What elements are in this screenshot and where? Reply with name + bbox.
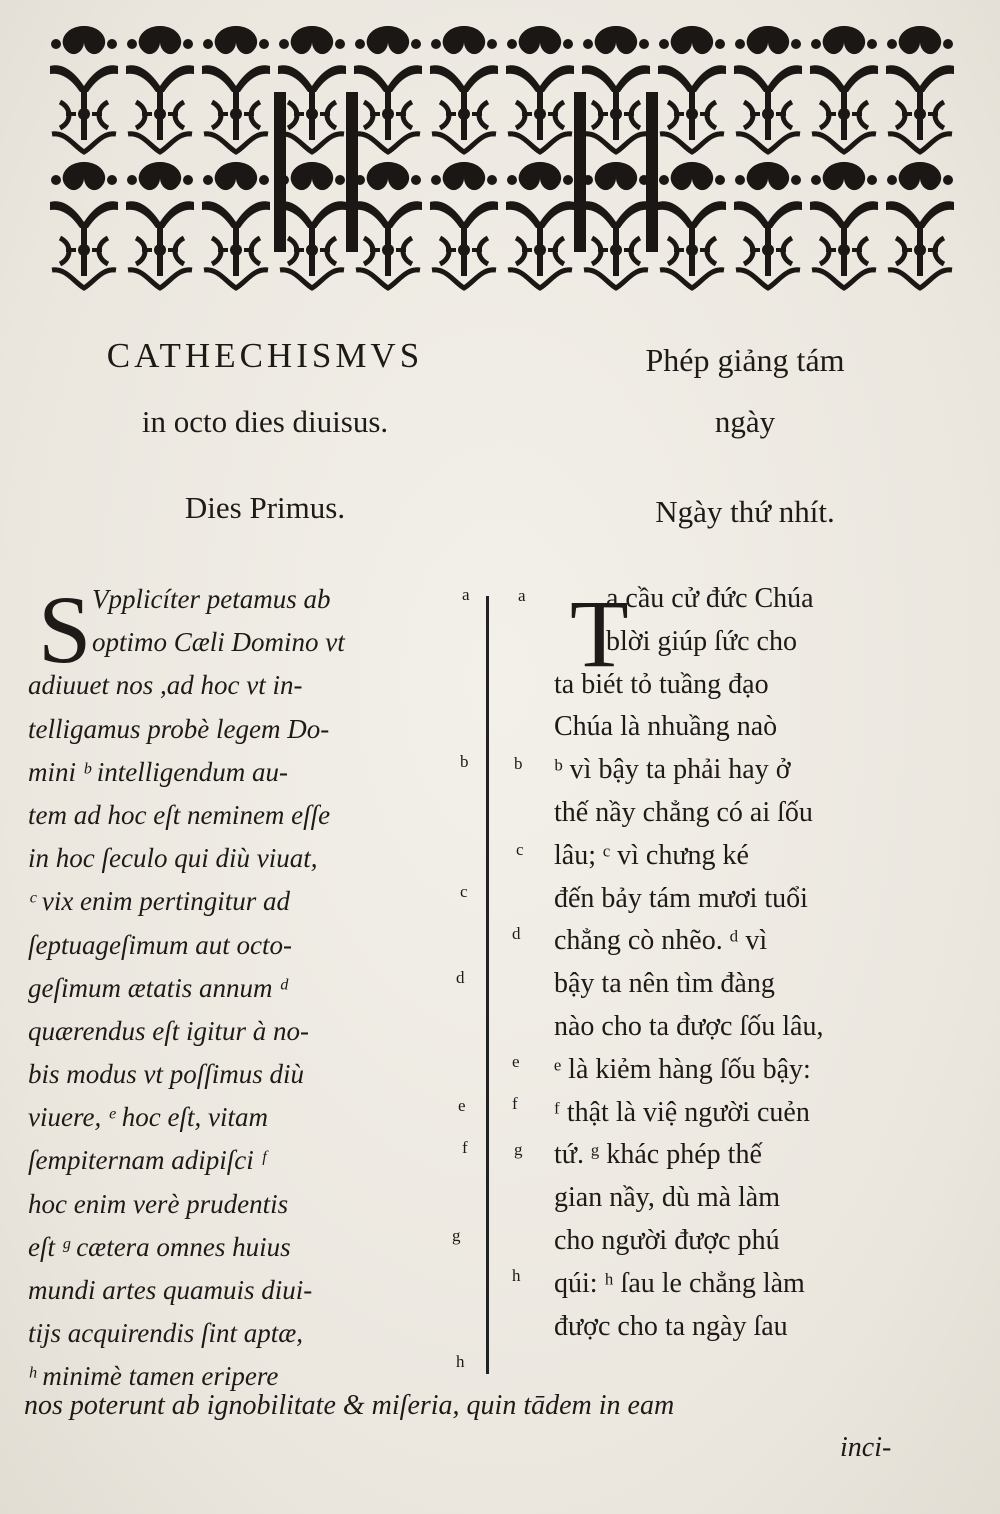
vietnamese-line: qúi: ʰ ſau le chẳng làm <box>554 1267 805 1299</box>
latin-line: hoc enim verè prudentis <box>28 1188 289 1219</box>
latin-line: Vpplicíter petamus ab <box>92 584 331 614</box>
latin-dropcap: S <box>38 576 92 683</box>
latin-line: in hoc ſeculo qui diù viuat, <box>28 843 318 874</box>
vietnamese-text-column <box>554 578 964 1348</box>
latin-line: quærendus eſt igitur à no- <box>28 1015 309 1046</box>
vietnamese-title: Phép giảng tám <box>645 342 845 378</box>
latin-line: optimo Cæli Domino vt <box>92 627 345 658</box>
latin-line: ſeptuageſimum aut octo- <box>28 929 292 960</box>
latin-margin-letter-g: g <box>452 1226 461 1245</box>
latin-title: CATHECHISMVS <box>106 336 424 375</box>
latin-margin-letter-d: d <box>456 968 465 987</box>
latin-continuation-line: nos poterunt ab ignobilitate & miſeria, quin tādem in eam <box>24 1390 675 1421</box>
latin-margin-letter-c: c <box>460 882 468 901</box>
vietnamese-line: ᵉ là kiẻm hàng ſốu bậy: <box>554 1053 811 1085</box>
catchword: inci- <box>840 1432 892 1463</box>
latin-line: eſt ᵍ cætera omnes huius <box>28 1231 291 1262</box>
vietnamese-dropcap: T <box>570 580 629 687</box>
vietnamese-line: blời giúp ſức cho <box>606 625 797 657</box>
vietnamese-line: ta biét tỏ tuầng đạo <box>554 668 769 700</box>
vietnamese-margin-letter-g: g <box>514 1140 523 1159</box>
vietnamese-line: lâu; ᶜ vì chưng ké <box>554 839 749 871</box>
latin-line: telligamus probè legem Do- <box>28 713 330 744</box>
latin-margin-letter-e: e <box>458 1096 466 1115</box>
latin-line: ʰ minimè tamen eripere <box>28 1361 279 1392</box>
latin-line: mini ᵇ intelligendum au- <box>28 756 288 787</box>
vietnamese-margin-letter-c: c <box>516 840 524 859</box>
vietnamese-margin-letter-h: h <box>512 1266 521 1285</box>
vietnamese-line: nào cho ta được ſốu lâu, <box>554 1010 824 1042</box>
latin-line: adiuuet nos ,ad hoc vt in- <box>28 670 303 701</box>
latin-margin-letter-h: h <box>456 1352 465 1371</box>
latin-line: tijs acquirendis ſint aptæ, <box>28 1318 304 1349</box>
latin-margin-letter-b: b <box>460 752 469 771</box>
column-divider <box>486 596 489 1374</box>
vietnamese-line: được cho ta ngày ſau <box>554 1310 788 1342</box>
vietnamese-line: đến bảy tám mươi tuổi <box>554 882 808 914</box>
latin-day-heading: Dies Primus. <box>184 490 346 525</box>
vietnamese-line: cho người được phú <box>554 1224 780 1256</box>
latin-subtitle: in octo dies diuisus. <box>141 404 389 439</box>
latin-margin-letter-f: f <box>462 1138 468 1157</box>
vietnamese-line: ᶠ thật là việ người cuẻn <box>554 1096 810 1128</box>
latin-line: geſimum ætatis annum ᵈ <box>28 972 288 1003</box>
vietnamese-margin-letter-f: f <box>512 1094 518 1113</box>
vietnamese-line: bậy ta nên tìm đàng <box>554 968 775 1000</box>
vietnamese-day-heading: Ngày thứ nhít. <box>655 494 835 529</box>
latin-line: ſempiternam adipiſci ᶠ <box>28 1145 266 1176</box>
vietnamese-margin-letter-d: d <box>512 924 521 943</box>
latin-line: viuere, ᵉ hoc eſt, vitam <box>28 1102 268 1133</box>
vietnamese-line: chẳng cò nhẽo. ᵈ vì <box>554 925 768 957</box>
vietnamese-line: a cầu cử đức Chúa <box>606 583 814 614</box>
vietnamese-margin-letter-b: b <box>514 754 523 773</box>
vietnamese-line: ᵇ vì bậy ta phải hay ở <box>554 754 791 786</box>
vietnamese-line: Chúa là nhuầng naò <box>554 711 778 743</box>
latin-line: mundi artes quamuis diui- <box>28 1275 313 1305</box>
latin-line: tem ad hoc eſt neminem eſſe <box>28 799 331 830</box>
latin-margin-letter-a: a <box>462 585 470 604</box>
decorative-header-ornament <box>46 22 958 294</box>
vietnamese-line: thế nầy chẳng có ai ſốu <box>554 796 813 828</box>
vietnamese-margin-letter-a: a <box>518 586 526 605</box>
vietnamese-subtitle: ngày <box>714 404 776 439</box>
latin-line: ᶜ vix enim pertingitur ad <box>28 886 291 917</box>
latin-line: bis modus vt poſſimus diù <box>28 1059 305 1090</box>
latin-text-column <box>28 578 438 1399</box>
vietnamese-margin-letter-e: e <box>512 1052 520 1071</box>
vietnamese-line: gian nầy, dù mà làm <box>554 1182 781 1214</box>
vietnamese-line: tứ. ᵍ khác phép thế <box>554 1139 762 1171</box>
